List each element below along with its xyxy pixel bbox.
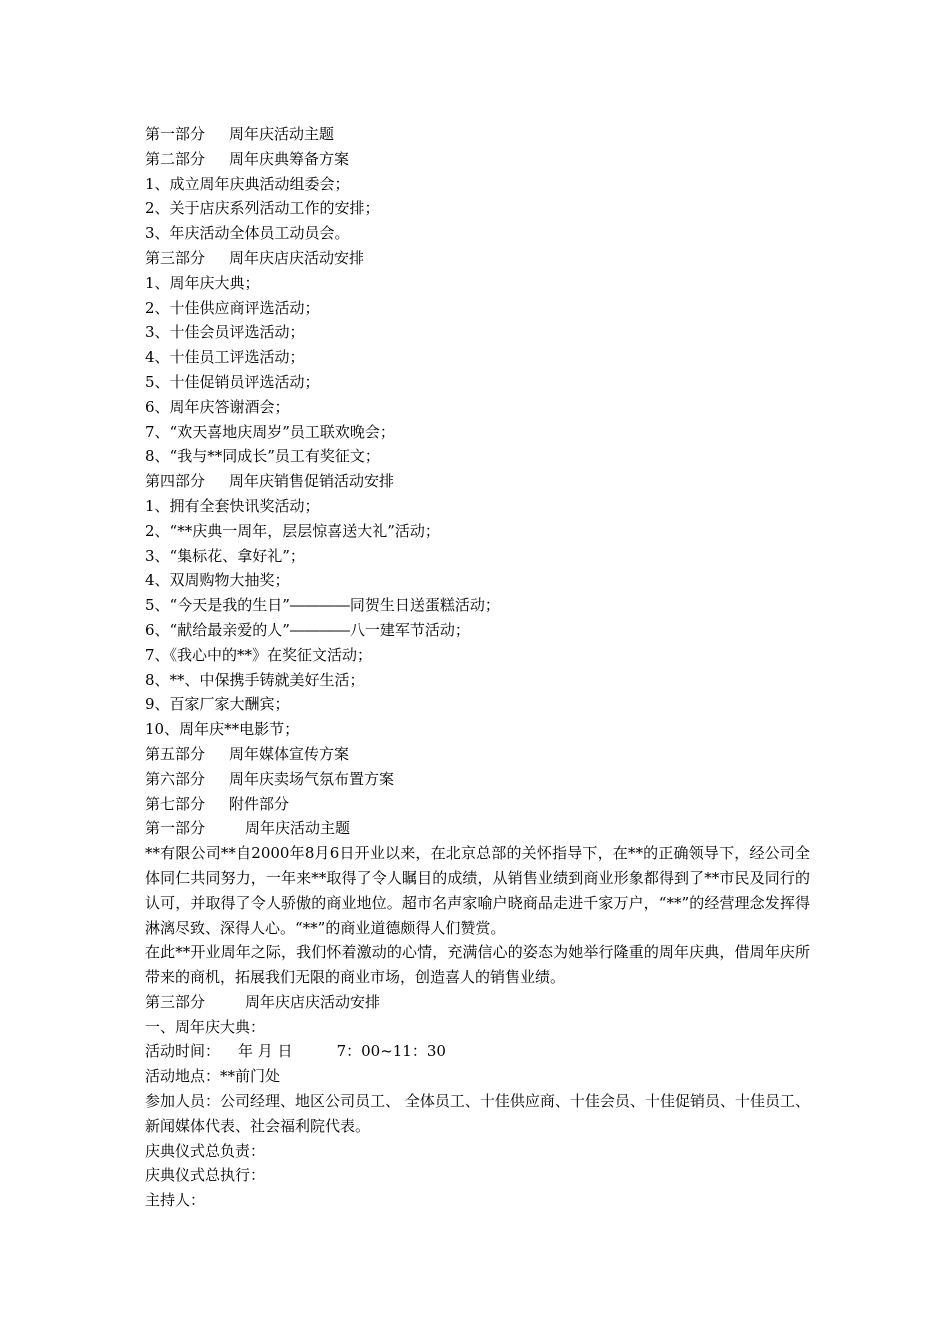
list-item: 1、周年庆大典； <box>145 273 260 292</box>
list-item: 3、十佳会员评选活动； <box>145 323 305 342</box>
list-item: 2、十佳供应商评选活动； <box>145 298 320 317</box>
list-item: 5、十佳促销员评选活动； <box>145 372 320 391</box>
list-item: 5、“今天是我的生日”――――同贺生日送蛋糕活动； <box>145 596 500 615</box>
part-label: 第三部分 <box>145 248 206 267</box>
part-title: 周年庆销售促销活动安排 <box>229 472 395 491</box>
part-title: 周年庆卖场气氛布置方案 <box>229 769 395 788</box>
part-label: 第六部分 <box>145 769 206 788</box>
body-paragraph: 在此**开业周年之际，我们怀着激动的心情，充满信心的姿态为她举行隆重的周年庆典，借周年庆所带来的商机，拓展我们无限的商业市场，创造喜人的销售业绩。 <box>145 943 810 987</box>
outline-part3 <box>145 246 810 271</box>
part-label: 第七部分 <box>145 794 206 813</box>
list-item: 10、周年庆**电影节； <box>145 720 300 739</box>
section-heading <box>145 990 810 1015</box>
part-label: 第五部分 <box>145 744 206 763</box>
list-item: 4、双周购物大抽奖； <box>145 571 290 590</box>
list-item: 2、“**庆典一周年，层层惊喜送大礼”活动； <box>145 521 440 540</box>
section-heading <box>145 816 810 841</box>
list-item: 3、“集标花、拿好礼”； <box>145 546 305 565</box>
event-place: 活动地点：**前门处 <box>145 1067 281 1086</box>
section-label: 第一部分 <box>145 819 206 838</box>
list-item: 7、《我心中的**》在奖征文活动； <box>145 645 373 664</box>
event-time <box>145 1039 810 1064</box>
list-item: 8、**、中保携手铸就美好生活； <box>145 670 365 689</box>
time-range: 7：00~11：30 <box>336 1042 446 1061</box>
outline-part7 <box>145 792 810 817</box>
list-item: 4、十佳员工评选活动； <box>145 348 305 367</box>
document-page <box>145 122 810 1213</box>
subsection-heading: 一、周年庆大典： <box>145 1017 266 1036</box>
time-date: 年 月 日 <box>238 1042 293 1061</box>
list-item: 6、周年庆答谢酒会； <box>145 397 290 416</box>
list-item: 9、百家厂家大酬宾； <box>145 695 290 714</box>
outline-part2 <box>145 147 810 172</box>
section-title: 周年庆店庆活动安排 <box>245 992 381 1011</box>
outline-part4 <box>145 469 810 494</box>
list-item: 1、拥有全套快讯奖活动； <box>145 496 320 515</box>
outline-part1 <box>145 122 810 147</box>
time-label: 活动时间： <box>145 1042 221 1061</box>
part-label: 第二部分 <box>145 149 206 168</box>
list-item: 2、关于店庆系列活动工作的安排； <box>145 199 380 218</box>
part-title: 周年庆活动主题 <box>229 125 335 143</box>
part-title: 附件部分 <box>229 794 290 813</box>
part-title: 周年庆典筹备方案 <box>229 149 350 168</box>
list-item: 6、“献给最亲爱的人”――――八一建军节活动； <box>145 620 470 639</box>
part-label: 第一部分 <box>145 125 206 143</box>
outline-part6 <box>145 767 810 792</box>
list-item: 1、成立周年庆典活动组委会； <box>145 174 350 193</box>
list-item: 7、“欢天喜地庆周岁”员工联欢晚会； <box>145 422 395 441</box>
ceremony-lead: 庆典仪式总负责： <box>145 1141 266 1160</box>
part-title: 周年媒体宣传方案 <box>229 744 350 763</box>
part-label: 第四部分 <box>145 472 206 491</box>
ceremony-host: 主持人： <box>145 1191 206 1210</box>
body-paragraph: **有限公司**自2000年8月6日开业以来，在北京总部的关怀指导下，在**的正确领导下，经公司全体同仁共同努力，一年来**取得了令人瞩目的成绩，从销售业绩到商业形象都得到了**市民及同行的认可，并取得了令人骄傲的商业地位。超市名声家喻户晓商品走进千家万户，“**”的经营理念发挥得淋漓尽致、深得人心。“**”的商业道德颇得人们赞赏。 <box>145 844 810 937</box>
outline-part5 <box>145 742 810 767</box>
section-title: 周年庆活动主题 <box>245 819 351 838</box>
ceremony-exec: 庆典仪式总执行： <box>145 1166 266 1185</box>
part-title: 周年庆店庆活动安排 <box>229 248 365 267</box>
event-attendees: 参加人员：公司经理、地区公司员工、 全体员工、十佳供应商、十佳会员、十佳促销员、十佳员工、新闻媒体代表、社会福利院代表。 <box>145 1092 810 1135</box>
list-item: 8、“我与**同成长”员工有奖征文； <box>145 447 380 466</box>
list-item: 3、年庆活动全体员工动员会。 <box>145 224 350 243</box>
section-label: 第三部分 <box>145 992 206 1011</box>
